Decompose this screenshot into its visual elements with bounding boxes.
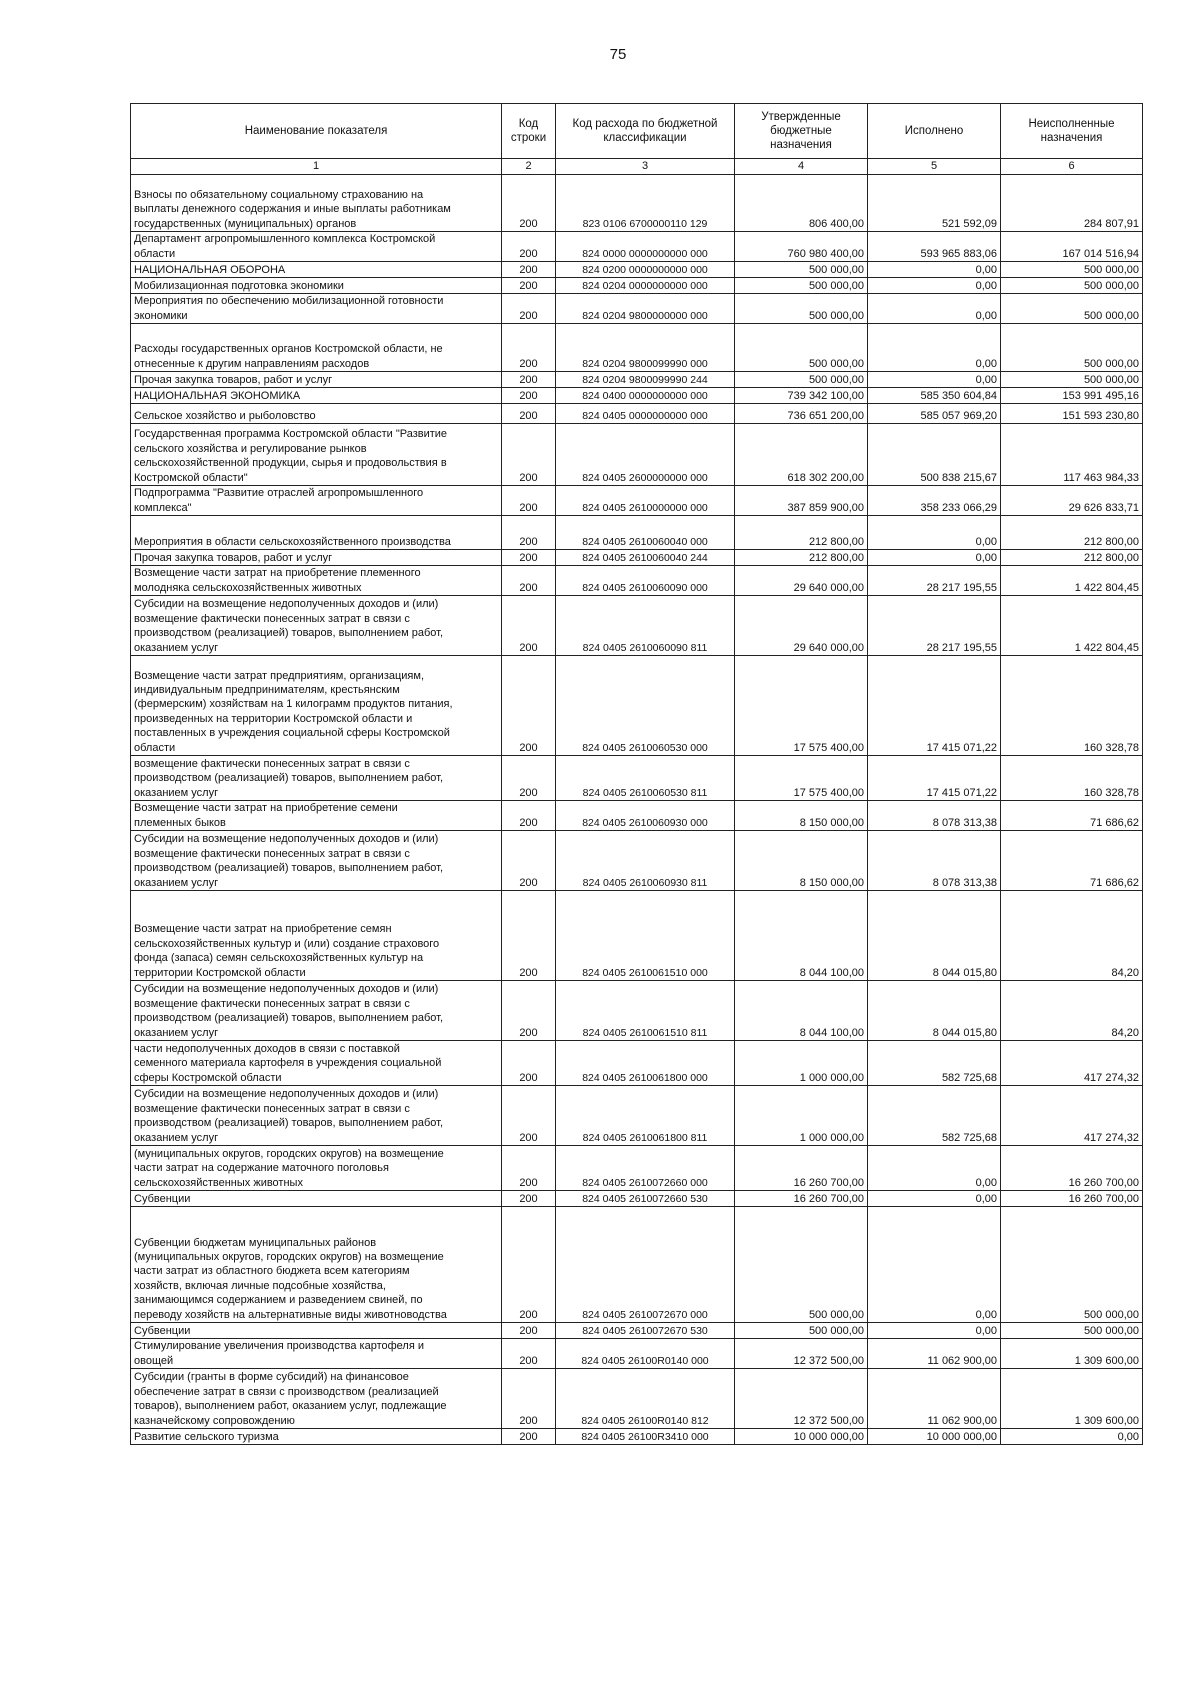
table-row: [131, 801, 1143, 831]
row-approved-amount: 500 000,00: [735, 294, 868, 324]
table-row: [131, 831, 1143, 891]
row-unexecuted-amount: 417 274,32: [1001, 1041, 1143, 1086]
row-approved-amount: 500 000,00: [735, 1207, 868, 1323]
row-name: Государственная программа Костромской области "Развитие сельского хозяйства и регулирование рынков сельскохозяйственной продукции, сырья и продовольствия в Костромской области": [131, 424, 502, 486]
row-name: Возмещение части затрат предприятиям, организациям, индивидуальным предпринимателям, крестьянским (фермерским) хозяйствам на 1 килограмм продуктов питания, произведенных на территории Костромской области и поставленных в учреждения социальной сферы Костромской области: [131, 656, 502, 756]
row-line-code: 200: [502, 756, 556, 801]
column-number-row: [131, 159, 1143, 175]
row-line-code: 200: [502, 801, 556, 831]
row-executed-amount: 0,00: [868, 516, 1001, 550]
row-approved-amount: 500 000,00: [735, 372, 868, 388]
row-executed-amount: 582 725,68: [868, 1086, 1001, 1146]
header-classification-code: Код расхода по бюджетной классификации: [556, 104, 735, 159]
row-classification-code: 824 0405 2610060040 244: [556, 550, 735, 566]
table-row: [131, 232, 1143, 262]
row-classification-code: 824 0200 0000000000 000: [556, 262, 735, 278]
row-classification-code: 824 0405 2610060530 000: [556, 656, 735, 756]
row-executed-amount: 521 592,09: [868, 175, 1001, 232]
row-line-code: 200: [502, 1191, 556, 1207]
row-name: (муниципальных округов, городских округов) на возмещение части затрат на содержание маточного поголовья сельскохозяйственных животных: [131, 1146, 502, 1191]
table-row: [131, 262, 1143, 278]
row-approved-amount: 29 640 000,00: [735, 596, 868, 656]
row-approved-amount: 12 372 500,00: [735, 1369, 868, 1429]
row-unexecuted-amount: 212 800,00: [1001, 550, 1143, 566]
row-name: Возмещение части затрат на приобретение семян сельскохозяйственных культур и (или) создание страхового фонда (запаса) семян сельскохозяйственных культур на территории Костромской области: [131, 891, 502, 981]
row-name: Субвенции: [131, 1323, 502, 1339]
row-line-code: 200: [502, 278, 556, 294]
row-executed-amount: 11 062 900,00: [868, 1339, 1001, 1369]
row-executed-amount: 0,00: [868, 1191, 1001, 1207]
row-classification-code: 824 0204 9800099990 244: [556, 372, 735, 388]
column-number: 4: [735, 159, 868, 175]
row-name: Подпрограмма "Развитие отраслей агропромышленного комплекса": [131, 486, 502, 516]
row-unexecuted-amount: 29 626 833,71: [1001, 486, 1143, 516]
row-approved-amount: 8 150 000,00: [735, 831, 868, 891]
table-row: [131, 324, 1143, 372]
table-row: [131, 1429, 1143, 1445]
row-executed-amount: 585 350 604,84: [868, 388, 1001, 404]
row-name: возмещение фактически понесенных затрат в связи с производством (реализацией) товаров, выполнением работ, оказанием услуг: [131, 756, 502, 801]
row-unexecuted-amount: 284 807,91: [1001, 175, 1143, 232]
row-classification-code: 824 0405 2610061510 811: [556, 981, 735, 1041]
row-executed-amount: 582 725,68: [868, 1041, 1001, 1086]
row-executed-amount: 358 233 066,29: [868, 486, 1001, 516]
row-classification-code: 824 0405 2610060530 811: [556, 756, 735, 801]
table-row: [131, 1369, 1143, 1429]
row-name: Прочая закупка товаров, работ и услуг: [131, 372, 502, 388]
row-name: Субсидии на возмещение недополученных доходов и (или) возмещение фактически понесенных затрат в связи с производством (реализацией) товаров, выполнением работ, оказанием услуг: [131, 981, 502, 1041]
table-row: [131, 278, 1143, 294]
row-unexecuted-amount: 84,20: [1001, 981, 1143, 1041]
row-approved-amount: 212 800,00: [735, 550, 868, 566]
table-row: [131, 1207, 1143, 1323]
row-unexecuted-amount: 71 686,62: [1001, 831, 1143, 891]
row-line-code: 200: [502, 1369, 556, 1429]
row-classification-code: 823 0106 6700000110 129: [556, 175, 735, 232]
row-unexecuted-amount: 151 593 230,80: [1001, 404, 1143, 424]
row-classification-code: 824 0405 2610060090 811: [556, 596, 735, 656]
row-line-code: 200: [502, 486, 556, 516]
row-line-code: 200: [502, 424, 556, 486]
row-unexecuted-amount: 500 000,00: [1001, 262, 1143, 278]
row-classification-code: 824 0405 2610072660 000: [556, 1146, 735, 1191]
row-executed-amount: 0,00: [868, 1323, 1001, 1339]
row-unexecuted-amount: 500 000,00: [1001, 324, 1143, 372]
row-line-code: 200: [502, 981, 556, 1041]
row-name: Субсидии на возмещение недополученных доходов и (или) возмещение фактически понесенных затрат в связи с производством (реализацией) товаров, выполнением работ, оказанием услуг: [131, 831, 502, 891]
row-name: Мобилизационная подготовка экономики: [131, 278, 502, 294]
row-executed-amount: 500 838 215,67: [868, 424, 1001, 486]
row-line-code: 200: [502, 566, 556, 596]
table-row: [131, 981, 1143, 1041]
row-line-code: 200: [502, 1429, 556, 1445]
row-approved-amount: 387 859 900,00: [735, 486, 868, 516]
row-unexecuted-amount: 212 800,00: [1001, 516, 1143, 550]
row-classification-code: 824 0405 2610061510 000: [556, 891, 735, 981]
row-unexecuted-amount: 16 260 700,00: [1001, 1146, 1143, 1191]
row-executed-amount: 28 217 195,55: [868, 596, 1001, 656]
row-approved-amount: 10 000 000,00: [735, 1429, 868, 1445]
row-approved-amount: 29 640 000,00: [735, 566, 868, 596]
row-executed-amount: 593 965 883,06: [868, 232, 1001, 262]
row-executed-amount: 0,00: [868, 324, 1001, 372]
row-unexecuted-amount: 417 274,32: [1001, 1086, 1143, 1146]
row-line-code: 200: [502, 596, 556, 656]
row-unexecuted-amount: 153 991 495,16: [1001, 388, 1143, 404]
row-line-code: 200: [502, 175, 556, 232]
row-name: Расходы государственных органов Костромской области, не отнесенные к другим направлениям расходов: [131, 324, 502, 372]
row-classification-code: 824 0000 0000000000 000: [556, 232, 735, 262]
row-unexecuted-amount: 117 463 984,33: [1001, 424, 1143, 486]
row-line-code: 200: [502, 1323, 556, 1339]
row-executed-amount: 0,00: [868, 1146, 1001, 1191]
row-line-code: 200: [502, 262, 556, 278]
table-row: [131, 1146, 1143, 1191]
row-name: Взносы по обязательному социальному страхованию на выплаты денежного содержания и иные выплаты работникам государственных (муниципальных) органов: [131, 175, 502, 232]
row-name: Сельское хозяйство и рыболовство: [131, 404, 502, 424]
table-row: [131, 388, 1143, 404]
row-classification-code: 824 0405 26100R0140 812: [556, 1369, 735, 1429]
row-name: Прочая закупка товаров, работ и услуг: [131, 550, 502, 566]
row-approved-amount: 212 800,00: [735, 516, 868, 550]
row-executed-amount: 10 000 000,00: [868, 1429, 1001, 1445]
row-unexecuted-amount: 160 328,78: [1001, 656, 1143, 756]
table-row: [131, 516, 1143, 550]
table-row: [131, 372, 1143, 388]
row-approved-amount: 17 575 400,00: [735, 656, 868, 756]
row-classification-code: 824 0405 2600000000 000: [556, 424, 735, 486]
row-executed-amount: 17 415 071,22: [868, 756, 1001, 801]
row-classification-code: 824 0405 2610072670 000: [556, 1207, 735, 1323]
row-name: Субсидии (гранты в форме субсидий) на финансовое обеспечение затрат в связи с производством (реализацией товаров), выполнением работ, оказанием услуг, подлежащие казначейскому сопровождению: [131, 1369, 502, 1429]
header-executed: Исполнено: [868, 104, 1001, 159]
table-body: [131, 175, 1143, 1445]
row-line-code: 200: [502, 516, 556, 550]
row-unexecuted-amount: 1 422 804,45: [1001, 596, 1143, 656]
row-classification-code: 824 0204 9800000000 000: [556, 294, 735, 324]
page-number: 75: [609, 46, 627, 63]
row-classification-code: 824 0405 2610060040 000: [556, 516, 735, 550]
table-row: [131, 656, 1143, 756]
row-line-code: 200: [502, 372, 556, 388]
table-row: [131, 756, 1143, 801]
row-unexecuted-amount: 16 260 700,00: [1001, 1191, 1143, 1207]
row-classification-code: 824 0400 0000000000 000: [556, 388, 735, 404]
row-unexecuted-amount: 500 000,00: [1001, 1323, 1143, 1339]
row-classification-code: 824 0405 2610061800 811: [556, 1086, 735, 1146]
row-line-code: 200: [502, 1207, 556, 1323]
header-approved: Утвержденные бюджетные назначения: [735, 104, 868, 159]
row-name: Стимулирование увеличения производства картофеля и овощей: [131, 1339, 502, 1369]
row-unexecuted-amount: 160 328,78: [1001, 756, 1143, 801]
header-unexecuted: Неисполненные назначения: [1001, 104, 1143, 159]
table-row: [131, 175, 1143, 232]
row-line-code: 200: [502, 1339, 556, 1369]
row-approved-amount: 16 260 700,00: [735, 1191, 868, 1207]
row-classification-code: 824 0405 2610000000 000: [556, 486, 735, 516]
row-unexecuted-amount: 500 000,00: [1001, 278, 1143, 294]
header-indicator-name: Наименование показателя: [131, 104, 502, 159]
row-name: Субсидии на возмещение недополученных доходов и (или) возмещение фактически понесенных затрат в связи с производством (реализацией) товаров, выполнением работ, оказанием услуг: [131, 1086, 502, 1146]
table-row: [131, 891, 1143, 981]
header-row: [131, 104, 1143, 159]
row-name: Субвенции бюджетам муниципальных районов (муниципальных округов, городских округов) на возмещение части затрат из областного бюджета всем категориям хозяйств, включая личные подсобные хозяйства, занимающимся содержанием и разведением свиней, по переводу хозяйств на альтернативные виды животноводства: [131, 1207, 502, 1323]
row-executed-amount: 11 062 900,00: [868, 1369, 1001, 1429]
row-line-code: 200: [502, 831, 556, 891]
row-approved-amount: 8 044 100,00: [735, 981, 868, 1041]
row-approved-amount: 8 150 000,00: [735, 801, 868, 831]
row-approved-amount: 8 044 100,00: [735, 891, 868, 981]
row-name: Мероприятия по обеспечению мобилизационной готовности экономики: [131, 294, 502, 324]
row-approved-amount: 500 000,00: [735, 262, 868, 278]
row-classification-code: 824 0405 26100R3410 000: [556, 1429, 735, 1445]
row-unexecuted-amount: 500 000,00: [1001, 294, 1143, 324]
row-unexecuted-amount: 167 014 516,94: [1001, 232, 1143, 262]
column-number: 6: [1001, 159, 1143, 175]
row-classification-code: 824 0405 2610060930 000: [556, 801, 735, 831]
row-executed-amount: 0,00: [868, 278, 1001, 294]
budget-execution-table: [130, 103, 1143, 1445]
row-executed-amount: 17 415 071,22: [868, 656, 1001, 756]
row-line-code: 200: [502, 294, 556, 324]
row-classification-code: 824 0405 2610061800 000: [556, 1041, 735, 1086]
row-name: Субвенции: [131, 1191, 502, 1207]
row-line-code: 200: [502, 1041, 556, 1086]
row-approved-amount: 760 980 400,00: [735, 232, 868, 262]
row-classification-code: 824 0405 2610072660 530: [556, 1191, 735, 1207]
row-executed-amount: 0,00: [868, 262, 1001, 278]
table-row: [131, 1041, 1143, 1086]
row-classification-code: 824 0204 9800099990 000: [556, 324, 735, 372]
table-row: [131, 404, 1143, 424]
row-unexecuted-amount: 84,20: [1001, 891, 1143, 981]
row-unexecuted-amount: 1 309 600,00: [1001, 1339, 1143, 1369]
row-approved-amount: 500 000,00: [735, 324, 868, 372]
row-classification-code: 824 0405 0000000000 000: [556, 404, 735, 424]
table-row: [131, 424, 1143, 486]
row-classification-code: 824 0405 2610060090 000: [556, 566, 735, 596]
row-approved-amount: 16 260 700,00: [735, 1146, 868, 1191]
row-name: НАЦИОНАЛЬНАЯ ОБОРОНА: [131, 262, 502, 278]
row-unexecuted-amount: 500 000,00: [1001, 1207, 1143, 1323]
row-executed-amount: 8 044 015,80: [868, 891, 1001, 981]
row-executed-amount: 0,00: [868, 1207, 1001, 1323]
column-number: 3: [556, 159, 735, 175]
row-unexecuted-amount: 1 309 600,00: [1001, 1369, 1143, 1429]
row-name: НАЦИОНАЛЬНАЯ ЭКОНОМИКА: [131, 388, 502, 404]
table-row: [131, 1323, 1143, 1339]
table-row: [131, 1191, 1143, 1207]
table-row: [131, 550, 1143, 566]
row-approved-amount: 806 400,00: [735, 175, 868, 232]
column-number: 2: [502, 159, 556, 175]
row-approved-amount: 618 302 200,00: [735, 424, 868, 486]
row-unexecuted-amount: 1 422 804,45: [1001, 566, 1143, 596]
row-name: Субсидии на возмещение недополученных доходов и (или) возмещение фактически понесенных затрат в связи с производством (реализацией) товаров, выполнением работ, оказанием услуг: [131, 596, 502, 656]
table-row: [131, 294, 1143, 324]
row-name: Развитие сельского туризма: [131, 1429, 502, 1445]
row-line-code: 200: [502, 656, 556, 756]
row-approved-amount: 739 342 100,00: [735, 388, 868, 404]
row-line-code: 200: [502, 1086, 556, 1146]
row-executed-amount: 8 078 313,38: [868, 801, 1001, 831]
row-line-code: 200: [502, 1146, 556, 1191]
row-executed-amount: 8 044 015,80: [868, 981, 1001, 1041]
row-executed-amount: 0,00: [868, 372, 1001, 388]
column-number: 5: [868, 159, 1001, 175]
row-approved-amount: 1 000 000,00: [735, 1086, 868, 1146]
table-row: [131, 596, 1143, 656]
row-executed-amount: 28 217 195,55: [868, 566, 1001, 596]
row-name: Департамент агропромышленного комплекса Костромской области: [131, 232, 502, 262]
row-classification-code: 824 0405 26100R0140 000: [556, 1339, 735, 1369]
row-approved-amount: 500 000,00: [735, 1323, 868, 1339]
row-name: Возмещение части затрат на приобретение племенного молодняка сельскохозяйственных животных: [131, 566, 502, 596]
row-classification-code: 824 0204 0000000000 000: [556, 278, 735, 294]
row-line-code: 200: [502, 232, 556, 262]
row-classification-code: 824 0405 2610072670 530: [556, 1323, 735, 1339]
row-unexecuted-amount: 0,00: [1001, 1429, 1143, 1445]
row-executed-amount: 585 057 969,20: [868, 404, 1001, 424]
row-executed-amount: 8 078 313,38: [868, 831, 1001, 891]
row-line-code: 200: [502, 324, 556, 372]
table-row: [131, 566, 1143, 596]
header-line-code: Код строки: [502, 104, 556, 159]
row-approved-amount: 1 000 000,00: [735, 1041, 868, 1086]
row-name: части недополученных доходов в связи с поставкой семенного материала картофеля в учреждения социальной сферы Костромской области: [131, 1041, 502, 1086]
row-approved-amount: 736 651 200,00: [735, 404, 868, 424]
row-name: Возмещение части затрат на приобретение семени племенных быков: [131, 801, 502, 831]
row-executed-amount: 0,00: [868, 294, 1001, 324]
table-row: [131, 486, 1143, 516]
row-approved-amount: 500 000,00: [735, 278, 868, 294]
row-name: Мероприятия в области сельскохозяйственного производства: [131, 516, 502, 550]
row-classification-code: 824 0405 2610060930 811: [556, 831, 735, 891]
row-line-code: 200: [502, 891, 556, 981]
row-executed-amount: 0,00: [868, 550, 1001, 566]
table-row: [131, 1086, 1143, 1146]
table-row: [131, 1339, 1143, 1369]
row-approved-amount: 17 575 400,00: [735, 756, 868, 801]
row-line-code: 200: [502, 404, 556, 424]
row-line-code: 200: [502, 550, 556, 566]
row-unexecuted-amount: 500 000,00: [1001, 372, 1143, 388]
column-number: 1: [131, 159, 502, 175]
row-line-code: 200: [502, 388, 556, 404]
row-unexecuted-amount: 71 686,62: [1001, 801, 1143, 831]
row-approved-amount: 12 372 500,00: [735, 1339, 868, 1369]
